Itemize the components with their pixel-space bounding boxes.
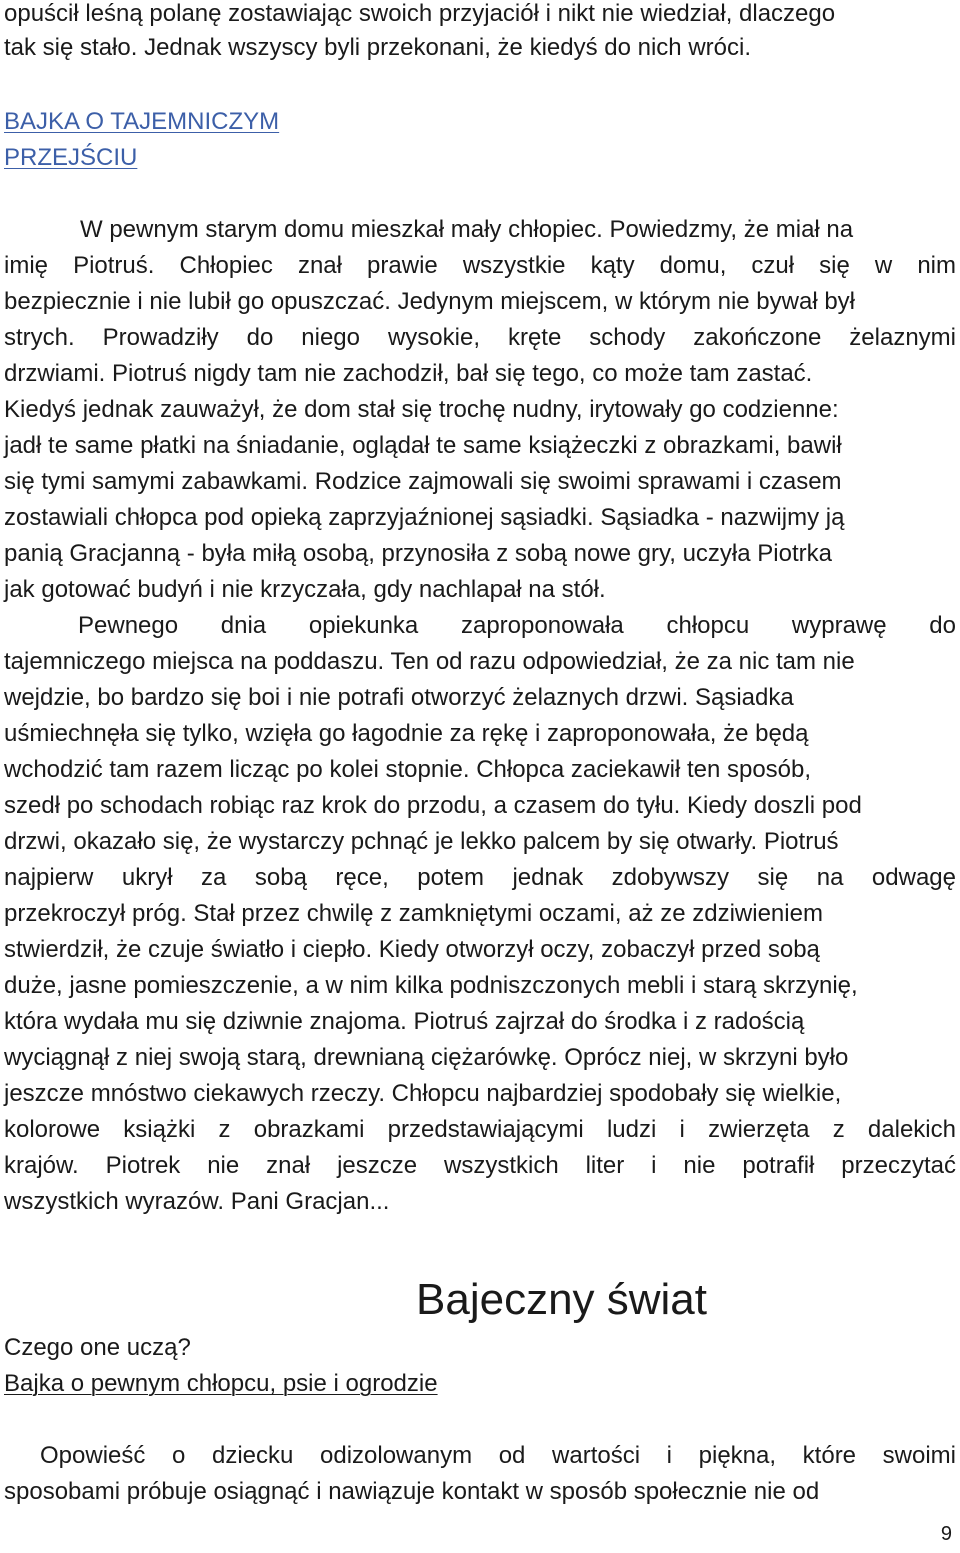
body-line: stwierdził, że czuje światło i ciepło. Kiedy otworzył oczy, zobaczył przed sobą (4, 936, 820, 963)
closing-line: sposobami próbuje osiągnąć i nawiązuje kontakt w sposób społecznie nie od (4, 1478, 820, 1505)
page-number: 9 (940, 1523, 952, 1545)
intro-line: tak się stało. Jednak wszyscy byli przekonani, że kiedyś do nich wróci. (4, 34, 751, 61)
body-line: tajemniczego miejsca na poddaszu. Ten od razu odpowiedział, że za nic tam nie (4, 648, 855, 675)
body-line: się tymi samymi zabawkami. Rodzice zajmowali się swoimi sprawami i czasem (4, 468, 842, 495)
body-line: duże, jasne pomieszczenie, a w nim kilka podniszczonych mebli i starą skrzynię, (4, 972, 858, 999)
body-line: uśmiechnęła się tylko, wzięła go łagodnie za rękę i zaproponowała, że będą (4, 720, 809, 747)
closing-line: Opowieść o dziecku odizolowanym od wartości i piękna, które swoimi (40, 1442, 956, 1469)
body-line: imię Piotruś. Chłopiec znał prawie wszystkie kąty domu, czuł się w nim (4, 252, 956, 279)
body-line: panią Gracjanną - była miłą osobą, przynosiła z sobą nowe gry, uczyła Piotrka (4, 540, 832, 567)
intro-line: opuścił leśną polanę zostawiając swoich przyjaciół i nikt nie wiedział, dlaczego (4, 0, 836, 27)
body-line: przekroczył próg. Stał przez chwilę z zamkniętymi oczami, aż ze zdziwieniem (4, 900, 823, 927)
body-line: drzwiami. Piotruś nigdy tam nie zachodził, bał się tego, co może tam zastać. (4, 360, 813, 387)
body-line: Kiedyś jednak zauważył, że dom stał się trochę nudny, irytowały go codzienne: (4, 396, 839, 423)
body-line: Pewnego dnia opiekunka zaproponowała chłopcu wyprawę do (78, 612, 956, 639)
subtitle-link[interactable]: Bajka o pewnym chłopcu, psie i ogrodzie (4, 1370, 438, 1397)
body-line: która wydała mu się dziwnie znajoma. Piotruś zajrzał do środka i z radością (4, 1008, 805, 1035)
body-line: wchodzić tam razem licząc po kolei stopnie. Chłopca zaciekawił ten sposób, (4, 756, 812, 783)
body-line: jadł te same płatki na śniadanie, oglądał te same książeczki z obrazkami, bawił (4, 432, 842, 459)
body-line: drzwi, okazało się, że wystarczy pchnąć je lekko palcem by się otwarły. Piotruś (4, 828, 839, 855)
body-line: wszystkich wyrazów. Pani Gracjan... (4, 1188, 390, 1215)
body-line: zostawiali chłopca pod opieką zaprzyjaźnionej sąsiadki. Sąsiadka - nazwijmy ją (4, 504, 845, 531)
body-line: krajów. Piotrek nie znał jeszcze wszystkich liter i nie potrafił przeczytać (4, 1152, 956, 1179)
body-line: W pewnym starym domu mieszkał mały chłopiec. Powiedzmy, że miał na (80, 216, 854, 243)
story-title-line-1[interactable]: BAJKA O TAJEMNICZYM (4, 108, 280, 135)
body-line: szedł po schodach robiąc raz krok do przodu, a czasem do tyłu. Kiedy doszli pod (4, 792, 862, 819)
question-text: Czego one uczą? (4, 1334, 191, 1361)
body-line: kolorowe książki z obrazkami przedstawiającymi ludzi i zwierzęta z dalekich (4, 1116, 956, 1143)
story-title-line-2[interactable]: PRZEJŚCIU (4, 144, 138, 171)
section-heading: Bajeczny świat (416, 1275, 708, 1324)
body-line: wyciągnął z niej swoją starą, drewnianą ciężarówkę. Oprócz niej, w skrzyni było (4, 1044, 849, 1071)
body-line: najpierw ukrył za sobą ręce, potem jednak zdobywszy się na odwagę (4, 864, 956, 891)
body-line: wejdzie, bo bardzo się boi i nie potrafi otworzyć żelaznych drzwi. Sąsiadka (4, 684, 794, 711)
body-line: bezpiecznie i nie lubił go opuszczać. Jedynym miejscem, w którym nie bywał był (4, 288, 856, 315)
body-line: jak gotować budyń i nie krzyczała, gdy nachlapał na stół. (4, 576, 606, 603)
body-line: strych. Prowadziły do niego wysokie, kręte schody zakończone żelaznymi (4, 324, 956, 351)
body-line: jeszcze mnóstwo ciekawych rzeczy. Chłopcu najbardziej spodobały się wielkie, (4, 1080, 842, 1107)
